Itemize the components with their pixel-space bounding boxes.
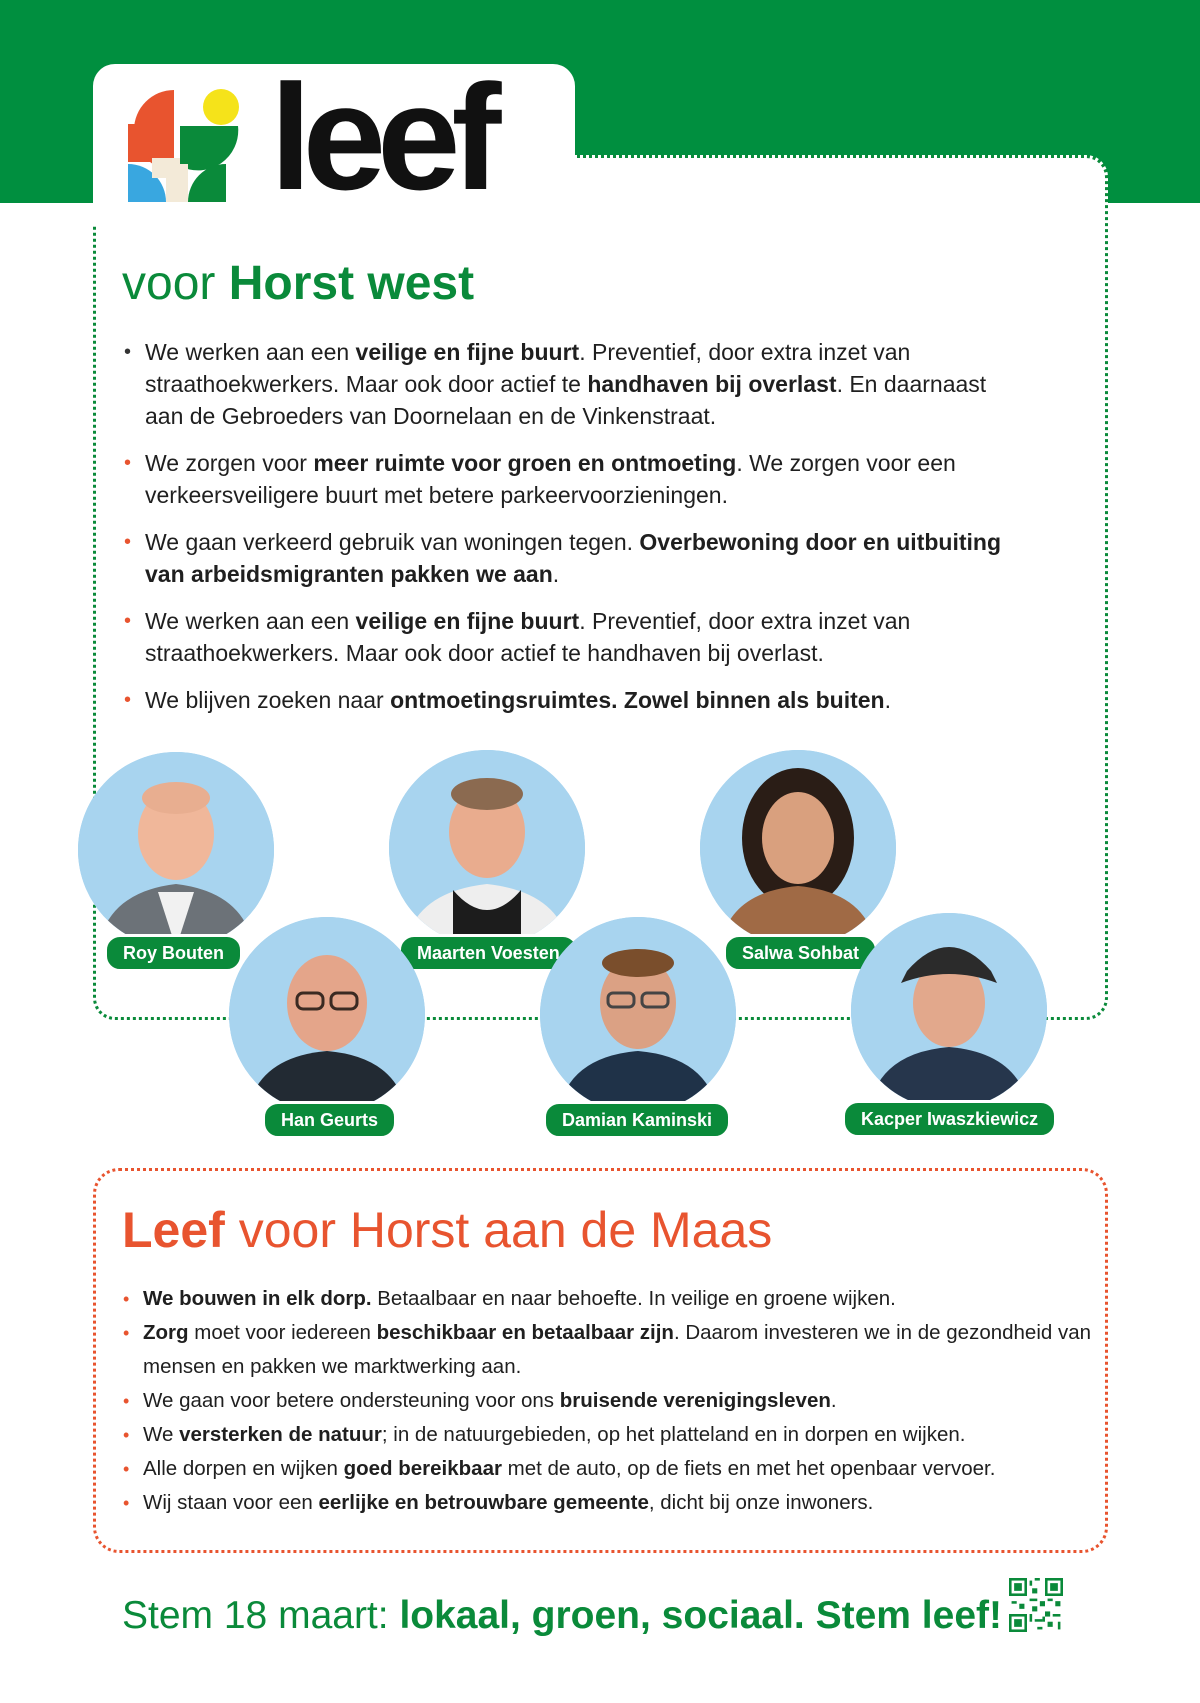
candidate-name-pill: Han Geurts — [262, 1101, 397, 1139]
bold-text: handhaven bij overlast — [587, 371, 837, 397]
candidate-photo — [851, 913, 1047, 1109]
bold-text: goed bereikbaar — [343, 1457, 502, 1480]
leef-wordmark: leef — [270, 53, 493, 221]
bold-text: meer ruimte voor groen en ontmoeting — [313, 450, 737, 476]
bold-text: bruisende verenigingsleven — [559, 1389, 831, 1412]
bold-text: versterken de natuur — [179, 1423, 382, 1446]
maas-point — [122, 1452, 1102, 1486]
text: . — [830, 1389, 837, 1412]
section-title-horst-west: voor Horst west — [122, 257, 475, 310]
text: met de auto, op de fiets en met het openbaar vervoer. — [501, 1457, 996, 1480]
text: . We zorgen voor een verkeersveiligere buurt met betere parkeervoorzieningen. — [145, 450, 956, 508]
candidate-name-pill: Maarten Voesten — [398, 934, 579, 972]
maas-point — [122, 1384, 1102, 1418]
text: We werken aan een — [145, 339, 356, 365]
bold-text: veilige en fijne buurt — [355, 608, 580, 634]
maas-point — [122, 1486, 1102, 1520]
candidate-name-pill: Salwa Sohbat — [723, 934, 878, 972]
bold-text: eerlijke en betrouwbare gemeente — [318, 1491, 649, 1514]
maas-point — [122, 1418, 1102, 1452]
candidate-photo — [229, 917, 425, 1113]
bold-text: ontmoetingsruimtes. Zowel binnen als buiten — [390, 687, 885, 713]
west-point — [122, 447, 1002, 511]
candidate-kacper-iwaszkiewicz — [851, 913, 1047, 1109]
footer-slogan: Stem 18 maart: lokaal, groen, sociaal. Stem leef! — [122, 1594, 1002, 1637]
bold-text: We bouwen in elk dorp. — [143, 1287, 372, 1310]
west-point — [122, 526, 1002, 590]
west-point — [122, 336, 1002, 432]
section-title-horst-aan-de-maas: Leef voor Horst aan de Maas — [122, 1202, 773, 1258]
text: We — [143, 1423, 180, 1446]
candidate-damian-kaminski — [540, 917, 736, 1113]
candidate-name-pill: Kacper Iwaszkiewicz — [842, 1100, 1057, 1138]
text: ; in de natuurgebieden, op het platteland en in dorpen en wijken. — [381, 1423, 966, 1446]
candidate-han-geurts — [229, 917, 425, 1113]
text: We gaan voor betere ondersteuning voor ons — [143, 1389, 560, 1412]
text: Betaalbaar en naar behoefte. In veilige en groene wijken. — [371, 1287, 896, 1310]
text: . En daarnaast aan de Gebroeders van Doornelaan en de Vinkenstraat. — [145, 371, 987, 429]
maas-point — [122, 1282, 1102, 1316]
qr-code-icon[interactable] — [1009, 1578, 1063, 1632]
candidate-photo — [540, 917, 736, 1113]
horst-aan-de-maas-points — [122, 1282, 1102, 1520]
text: . Daarom investeren we in de gezondheid van mensen en pakken we marktwerking aan. — [143, 1321, 1092, 1378]
maas-point — [122, 1316, 1102, 1384]
text: Wij staan voor een — [143, 1491, 319, 1514]
candidate-name-pill: Damian Kaminski — [543, 1101, 731, 1139]
west-point — [122, 684, 1002, 716]
bold-text: Overbewoning door en uitbuiting van arbeidsmigranten pakken we aan — [145, 529, 1001, 587]
text: . Preventief, door extra inzet van straathoekwerkers. Maar ook door actief te handhaven bij overlast. — [145, 608, 911, 666]
text: We blijven zoeken naar — [145, 687, 391, 713]
bold-text: veilige en fijne buurt — [355, 339, 580, 365]
bold-text: beschikbaar en betaalbaar zijn — [376, 1321, 674, 1344]
text: , dicht bij onze inwoners. — [648, 1491, 874, 1514]
text: We werken aan een — [145, 608, 356, 634]
leef-logo-icon — [128, 88, 246, 202]
text: moet voor iedereen — [188, 1321, 377, 1344]
west-point — [122, 605, 1002, 669]
horst-west-points — [122, 336, 1002, 731]
bold-text: Zorg — [143, 1321, 189, 1344]
text: Alle dorpen en wijken — [143, 1457, 344, 1480]
text: We zorgen voor — [145, 450, 314, 476]
text: . Preventief, door extra inzet van straathoekwerkers. Maar ook door actief te — [145, 339, 911, 397]
candidate-name-pill: Roy Bouten — [104, 934, 243, 972]
text: We gaan verkeerd gebruik van woningen tegen. — [145, 529, 640, 555]
text: . — [552, 561, 560, 587]
text: . — [884, 687, 891, 713]
